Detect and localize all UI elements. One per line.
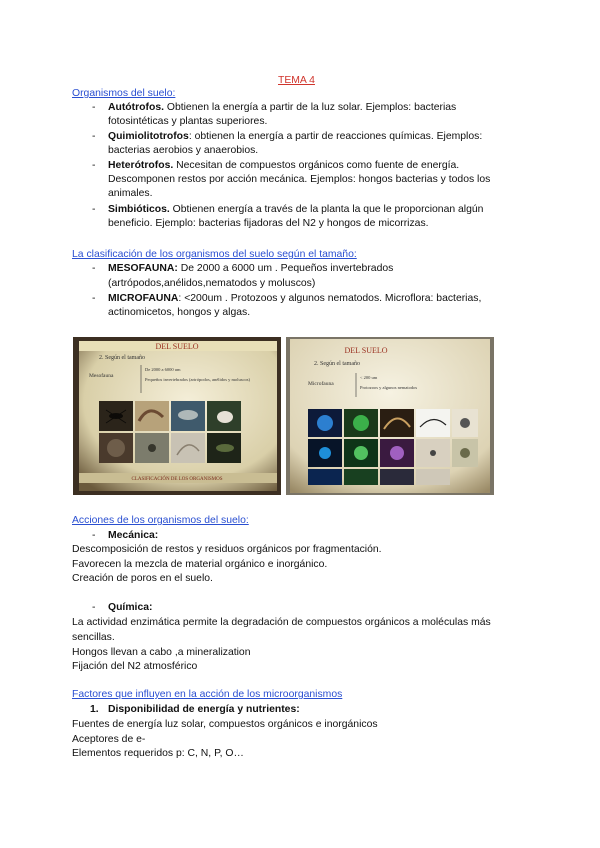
mecanica-line: Creación de poros en el suelo. — [72, 573, 213, 584]
subheading-mecanica: Mecánica: — [108, 530, 159, 541]
bullet-dash: - — [92, 204, 96, 215]
slide-bullet1: < 200 um — [360, 375, 378, 380]
heading-clasificacion[interactable]: La clasificación de los organismos del suelo según el tamaño: — [72, 249, 357, 260]
quimica-line: sencillas. — [72, 632, 115, 643]
item-disponibilidad: Disponibilidad de energía y nutrientes: — [108, 704, 300, 715]
item-quimiolitotrofos-line2: bacterias aerobios y anaerobios. — [108, 145, 259, 156]
bullet-dash: - — [92, 102, 96, 113]
slide-label: Mesofauna — [89, 373, 114, 379]
item-mesofauna-line2: (artrópodos,anélidos,nematodos y moluscos) — [108, 278, 316, 289]
bullet-dash: - — [92, 602, 96, 613]
factores-line: Fuentes de energía luz solar, compuestos orgánicos e inorgánicos — [72, 719, 378, 730]
slide-subtitle: 2. Según el tamaño — [314, 361, 360, 367]
factores-line: Aceptores de e- — [72, 734, 146, 745]
quimica-line: La actividad enzimática permite la degradación de compuestos orgánicos a moléculas más — [72, 617, 491, 628]
photo-mesofauna-slide — [73, 337, 281, 495]
heading-acciones[interactable]: Acciones de los organismos del suelo: — [72, 515, 249, 526]
slide-footer: CLASIFICACIÓN DE LOS ORGANISMOS — [131, 477, 223, 482]
item-heterotrofos-line2: Descomponen restos por acción mecánica. Ejemplos: hongos bacterias y todos los — [108, 174, 491, 185]
bullet-dash: - — [92, 160, 96, 171]
heading-organismos[interactable]: Organismos del suelo: — [72, 88, 176, 99]
bullet-dash: - — [92, 263, 96, 274]
slide-header: DEL SUELO — [155, 342, 199, 351]
item-mesofauna: MESOFAUNA: De 2000 a 6000 um . Pequeños invertebrados — [108, 263, 394, 274]
item-quimiolitotrofos: Quimiolitotrofos: obtienen la energía a partir de reacciones químicas. Ejemplos: — [108, 131, 483, 142]
item-microfauna: MICROFAUNA: <200um . Protozoos y algunos nematodos. Microflora: bacterias, — [108, 293, 482, 304]
list-number: 1. — [90, 704, 99, 715]
bullet-dash: - — [92, 530, 96, 541]
item-microfauna-line2: actinomicetos, hongos y algas. — [108, 307, 251, 318]
mecanica-line: Favorecen la mezcla de material orgánico e inorgánico. — [72, 559, 328, 570]
mecanica-line: Descomposición de restos y residuos orgánicos por fragmentación. — [72, 544, 382, 555]
slide-header: DEL SUELO — [344, 346, 388, 355]
item-simbioticos-line2: beneficio. Ejemplo: bacterias fijadoras del N2 y hongos de micorrizas. — [108, 218, 429, 229]
slide-bullet1: De 2000 a 6000 um — [145, 367, 181, 372]
quimica-line: Hongos llevan a cabo ,a mineralization — [72, 647, 251, 658]
slide-bullet2: Pequeños invertebrados (artrópodos, anélidos y moluscos) — [145, 377, 250, 382]
heading-factores[interactable]: Factores que influyen en la acción de los microorganismos — [72, 689, 343, 700]
item-autotrofos-line2: fotosintéticas y plantas superiores. — [108, 116, 268, 127]
item-heterotrofos: Heterótrofos. Necesitan de compuestos orgánicos como fuente de energía. — [108, 160, 460, 171]
item-simbioticos: Simbióticos. Obtienen energía a través de la planta la que le proporcionan algún — [108, 204, 484, 215]
subheading-quimica: Química: — [108, 602, 153, 613]
item-heterotrofos-line3: animales. — [108, 188, 153, 199]
page-title: TEMA 4 — [278, 75, 315, 86]
photo-microfauna-slide — [286, 337, 494, 495]
slide-label: Microfauna — [308, 381, 334, 387]
slide-subtitle: 2. Según el tamaño — [99, 355, 145, 361]
bullet-dash: - — [92, 131, 96, 142]
item-autotrofos: Autótrofos. Obtienen la energía a partir de la luz solar. Ejemplos: bacterias — [108, 102, 457, 113]
quimica-line: Fijación del N2 atmosférico — [72, 661, 198, 672]
bullet-dash: - — [92, 293, 96, 304]
factores-line: Elementos requeridos p: C, N, P, O… — [72, 748, 244, 759]
slide-bullet2: Protozoos y algunos nematodos — [360, 385, 418, 390]
